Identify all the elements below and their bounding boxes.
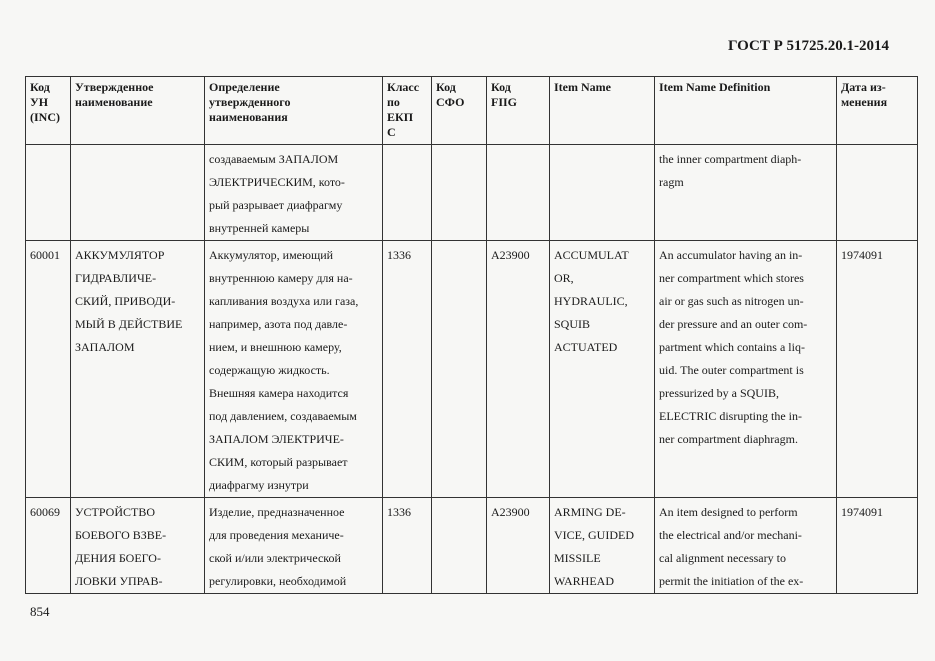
table-header: [26, 77, 918, 145]
cell-text-line: partment which contains a liq-: [659, 340, 805, 354]
col-sfo-code-cell: [432, 498, 487, 594]
cell-text-line: ЛОВКИ УПРАВ-: [75, 574, 163, 588]
col-fiig-code-cell: [487, 145, 550, 241]
col-item-name-header: [550, 77, 655, 145]
cell-text-line: permit the initiation of the ex-: [659, 574, 804, 588]
cell-text-line: ACCUMULAT: [554, 248, 629, 262]
catalog-table: [25, 76, 918, 594]
document-code: ГОСТ Р 51725.20.1-2014: [727, 38, 889, 54]
table-row: [26, 241, 918, 498]
col-sfo-code-cell: [432, 145, 487, 241]
col-item-name-definition-cell: [655, 241, 837, 498]
cell-text-line: создаваемым ЗАПАЛОМ: [209, 152, 339, 166]
cell-text-line: рый разрывает диафрагму: [209, 198, 343, 212]
table-body: [26, 145, 918, 594]
cell-text-line: МЫЙ В ДЕЙСТВИЕ: [75, 317, 183, 331]
col-item-name-cell: [550, 498, 655, 594]
cell-text-line: ДЕНИЯ БОЕГО-: [75, 551, 161, 565]
cell-text-line: БОЕВОГО ВЗВЕ-: [75, 528, 167, 542]
cell-text-line: Внешняя камера находится: [209, 386, 349, 400]
cell-text-line: ЭЛЕКТРИЧЕСКИМ, кото-: [209, 175, 345, 189]
cell-text-line: под давлением, создаваемым: [209, 409, 357, 423]
header-text-line: Определение: [209, 80, 280, 94]
header-text-line: наименования: [209, 110, 288, 124]
cell-text-line: для проведения механиче-: [209, 528, 344, 542]
cell-text-line: uid. The outer compartment is: [659, 363, 804, 377]
cell-text-line: HYDRAULIC,: [554, 294, 628, 308]
cell-text-line: ARMING DE-: [554, 505, 626, 519]
cell-text-line: УСТРОЙСТВО: [75, 505, 155, 519]
col-name-definition-cell: [205, 498, 383, 594]
col-change-date-cell: [837, 498, 918, 594]
cell-text-line: ЗАПАЛОМ ЭЛЕКТРИЧЕ-: [209, 432, 344, 446]
cell-text-line: 1974091: [841, 505, 883, 519]
cell-text-line: нием, и внешнюю камеру,: [209, 340, 342, 354]
col-item-name-definition-header: [655, 77, 837, 145]
col-name-definition-header: [205, 77, 383, 145]
header-text-line: Класс: [387, 80, 420, 94]
cell-text-line: ской и/или электрической: [209, 551, 341, 565]
header-text-line: FIIG: [491, 95, 518, 109]
header-text-line: по: [387, 95, 400, 109]
header-text-line: Утвержденное: [75, 80, 154, 94]
cell-text-line: 1336: [387, 248, 411, 262]
cell-text-line: диафрагму изнутри: [209, 478, 309, 492]
cell-text-line: VICE, GUIDED: [554, 528, 634, 542]
cell-text-line: ner compartment diaphragm.: [659, 432, 798, 446]
col-change-date-cell: [837, 241, 918, 498]
cell-text-line: 1336: [387, 505, 411, 519]
header-text-line: ЕКП: [387, 110, 414, 124]
cell-text-line: the inner compartment diaph-: [659, 152, 802, 166]
header-text-line: Код: [436, 80, 456, 94]
col-approved-name-cell: [71, 498, 205, 594]
header-text-line: Дата из-: [841, 80, 886, 94]
cell-text-line: SQUIB: [554, 317, 591, 331]
cell-text-line: регулировки, необходимой: [209, 574, 347, 588]
header-text-line: С: [387, 125, 396, 139]
cell-text-line: например, азота под давле-: [209, 317, 348, 331]
cell-text-line: der pressure and an outer com-: [659, 317, 808, 331]
col-fiig-code-cell: [487, 241, 550, 498]
cell-text-line: АККУМУЛЯТОР: [75, 248, 165, 262]
cell-text-line: A23900: [491, 505, 530, 519]
col-approved-name-cell: [71, 241, 205, 498]
cell-text-line: ragm: [659, 175, 684, 189]
cell-text-line: Аккумулятор, имеющий: [209, 248, 334, 262]
cell-text-line: An item designed to perform: [659, 505, 798, 519]
page-number: 854: [30, 604, 50, 619]
col-fiig-code-cell: [487, 498, 550, 594]
cell-text-line: ACTUATED: [554, 340, 618, 354]
cell-text-line: cal alignment necessary to: [659, 551, 786, 565]
cell-text-line: СКИЙ, ПРИВОДИ-: [75, 294, 176, 308]
table-row: [26, 145, 918, 241]
cell-text-line: OR,: [554, 271, 574, 285]
col-approved-name-header: [71, 77, 205, 145]
cell-text-line: внутреннюю камеру для на-: [209, 271, 353, 285]
col-class-cell: [383, 241, 432, 498]
header-text-line: утвержденного: [209, 95, 291, 109]
cell-text-line: ЗАПАЛОМ: [75, 340, 135, 354]
cell-text-line: An accumulator having an in-: [659, 248, 803, 262]
header-row: [26, 77, 918, 145]
cell-text-line: ner compartment which stores: [659, 271, 804, 285]
cell-text-line: капливания воздуха или газа,: [209, 294, 359, 308]
header-text-line: СФО: [436, 95, 465, 109]
col-name-definition-cell: [205, 145, 383, 241]
header-text-line: УН: [30, 95, 49, 109]
cell-text-line: ГИДРАВЛИЧЕ-: [75, 271, 157, 285]
cell-text-line: the electrical and/or mechani-: [659, 528, 802, 542]
cell-text-line: 60069: [30, 505, 60, 519]
col-sfo-code-header: [432, 77, 487, 145]
cell-text-line: air or gas such as nitrogen un-: [659, 294, 804, 308]
col-class-cell: [383, 498, 432, 594]
header-text-line: (INC): [30, 110, 60, 124]
col-inc-code-cell: [26, 241, 71, 498]
col-item-name-definition-cell: [655, 145, 837, 241]
cell-text-line: A23900: [491, 248, 530, 262]
cell-text-line: внутренней камеры: [209, 221, 310, 235]
col-sfo-code-cell: [432, 241, 487, 498]
cell-text-line: Изделие, предназначенное: [209, 505, 345, 519]
col-fiig-code-header: [487, 77, 550, 145]
col-item-name-cell: [550, 145, 655, 241]
header-text-line: Item Name Definition: [659, 80, 771, 94]
table-row: [26, 498, 918, 594]
col-approved-name-cell: [71, 145, 205, 241]
cell-text-line: ELECTRIC disrupting the in-: [659, 409, 802, 423]
header-text-line: Код: [491, 80, 511, 94]
header-text-line: менения: [841, 95, 888, 109]
cell-text-line: 60001: [30, 248, 60, 262]
col-class-header: [383, 77, 432, 145]
cell-text-line: 1974091: [841, 248, 883, 262]
col-name-definition-cell: [205, 241, 383, 498]
col-class-cell: [383, 145, 432, 241]
col-inc-code-header: [26, 77, 71, 145]
col-inc-code-cell: [26, 498, 71, 594]
col-inc-code-cell: [26, 145, 71, 241]
header-text-line: Item Name: [554, 80, 611, 94]
col-item-name-definition-cell: [655, 498, 837, 594]
cell-text-line: WARHEAD: [554, 574, 614, 588]
header-text-line: наименование: [75, 95, 153, 109]
header-text-line: Код: [30, 80, 50, 94]
cell-text-line: содержащую жидкость.: [209, 363, 330, 377]
cell-text-line: MISSILE: [554, 551, 601, 565]
col-change-date-header: [837, 77, 918, 145]
cell-text-line: СКИМ, который разрывает: [209, 455, 348, 469]
col-item-name-cell: [550, 241, 655, 498]
col-change-date-cell: [837, 145, 918, 241]
cell-text-line: pressurized by a SQUIB,: [659, 386, 779, 400]
